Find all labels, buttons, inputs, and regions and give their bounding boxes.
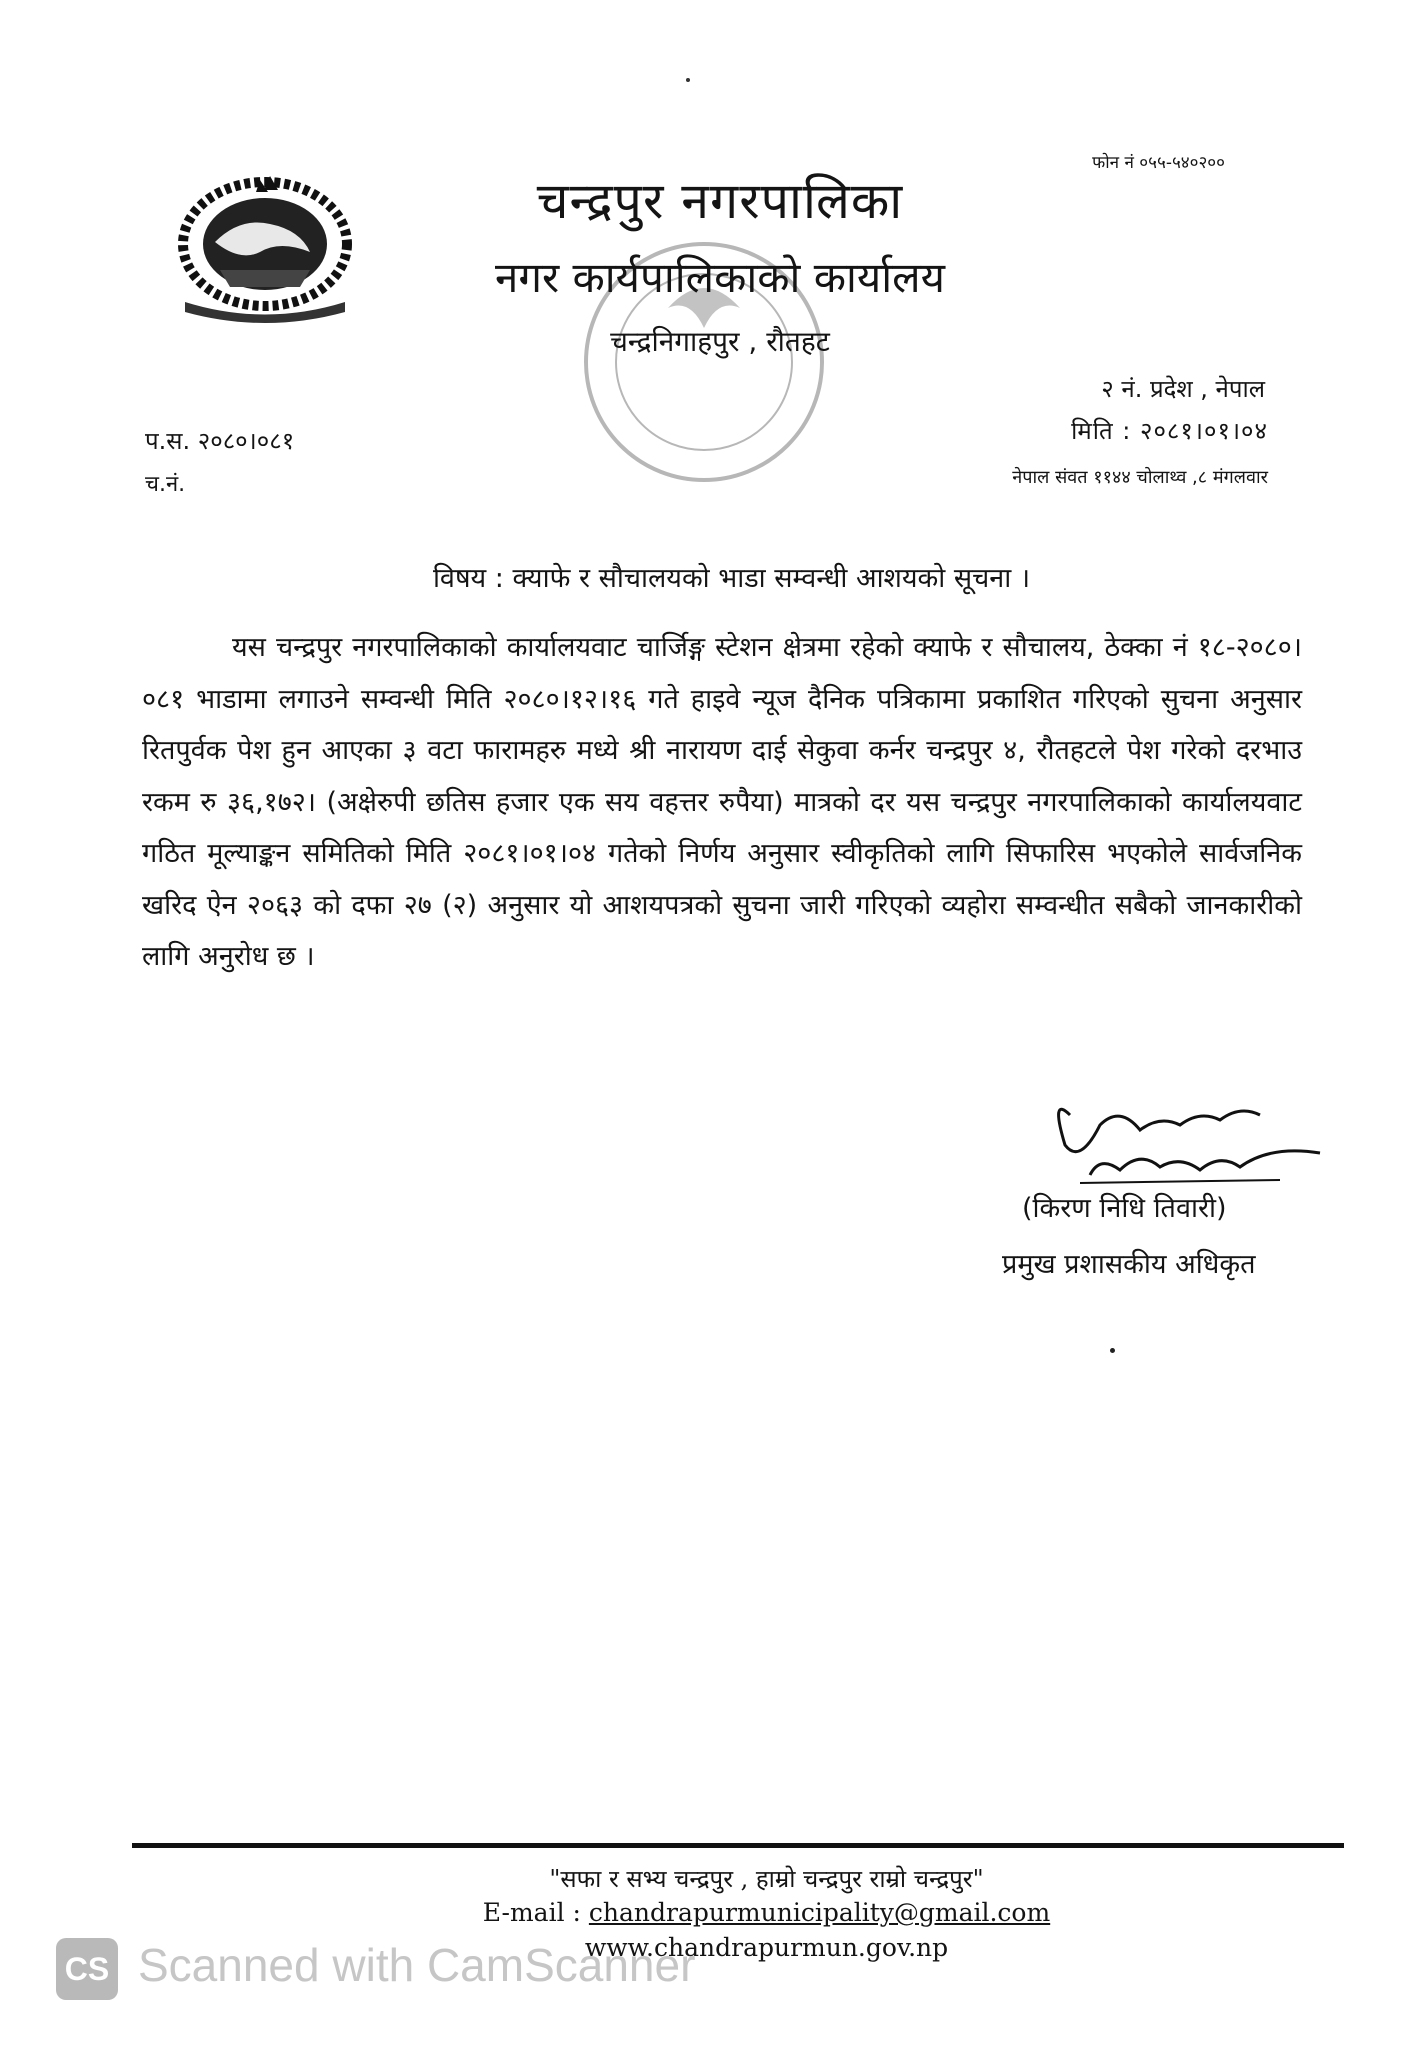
letter-subject: विषय : क्याफे र सौचालयको भाडा सम्वन्धी आशयको सूचना ।: [432, 563, 1031, 594]
email-label: E-mail :: [482, 1898, 589, 1927]
scan-dot: [1110, 1348, 1115, 1353]
footer-divider: [132, 1843, 1344, 1848]
phone-number: फोन नं ०५५-५४०२००: [1092, 153, 1225, 173]
email-link[interactable]: chandrapurmunicipality@gmail.com: [588, 1898, 1051, 1927]
letter-body: यस चन्द्रपुर नगरपालिकाको कार्यालयवाट चार्जिङ्ग स्टेशन क्षेत्रमा रहेको क्याफे र सौचालय, ठेक्का नं १८-२०८०।०८१ भाडामा लगाउने सम्वन्धी मिति २०८०।१२।१६ गते हाइवे न्यूज दैनिक पत्रिकामा प्रकाशित गरिएको सुचना अनुसार रितपुर्वक पेश हुन आएका ३ वटा फारामहरु मध्ये श्री नारायण दाई सेकुवा कर्नर चन्द्रपुर ४, रौतहटले पेश गरेको दरभाउ रकम रु ३६,१७२। (अक्षेरुपी छतिस हजार एक सय वहत्तर रुपैया) मात्रको दर यस चन्द्रपुर नगरपालिकाको कार्यालयवाट गठित मूल्याङ्कन समितिको मिति २०८१।०१।०४ गतेको निर्णय अनुसार स्वीकृतिको लागि सिफारिस भएकोले सार्वजनिक खरिद ऐन २०६३ को दफा २७ (२) अनुसार यो आशयपत्रको सुचना जारी गरिएको व्यहोरा सम्वन्धीत सबैको जानकारीको लागि अनुरोध छ ।: [142, 632, 1302, 972]
nepal-samvat-date: नेपाल संवत ११४४ चोलाथ्व ,८ मंगलवार: [1012, 467, 1268, 488]
camscanner-watermark: Scanned with CamScanner: [138, 1939, 696, 1991]
office-address: चन्द्रनिगाहपुर , रौतहट: [610, 325, 830, 358]
signer-title: प्रमुख प्रशासकीय अधिकृत: [1002, 1249, 1256, 1280]
office-name: चन्द्रपुर नगरपालिका: [536, 172, 904, 230]
footer-slogan: "सफा र सभ्य चन्द्रपुर , हाम्रो चन्द्रपुर राम्रो चन्द्रपुर": [549, 1865, 984, 1893]
cn-number: च.नं.: [145, 472, 186, 497]
footer-email-row: [0, 1898, 1413, 1927]
scan-dot: [686, 78, 690, 82]
letter-date: मिति : २०८१।०१।०४: [1071, 417, 1268, 445]
office-subtitle: नगर कार्यपालिकाको कार्यालय: [495, 253, 945, 302]
footer-website[interactable]: www.chandrapurmun.gov.np: [584, 1933, 949, 1962]
camscanner-logo-icon: CS: [56, 1938, 118, 2000]
ps-number: प.स. २०८०।०८१: [145, 427, 295, 455]
province: २ नं. प्रदेश , नेपाल: [1101, 375, 1265, 403]
signer-name: (किरण निधि तिवारी): [1022, 1193, 1227, 1224]
nepal-emblem-icon: [160, 162, 370, 332]
handwritten-signature-icon: [1040, 1075, 1340, 1195]
